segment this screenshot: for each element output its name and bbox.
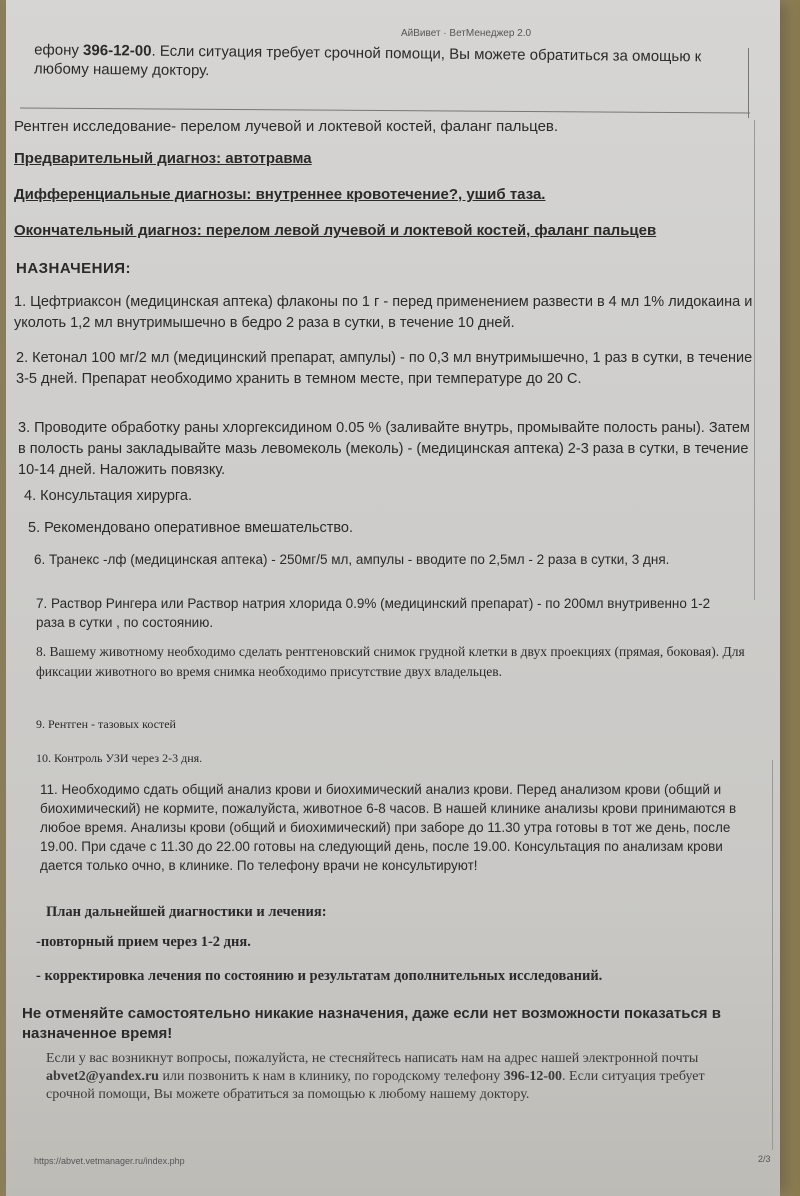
prescription-item: 6. Транекс -лф (медицинская аптека) - 250мг/5 мл, ампулы - вводите по 2,5мл - 2 раза в сутки, 3 дня. (34, 552, 670, 567)
paper-sheet (6, 0, 780, 1196)
prescription-item: 2. Кетонал 100 мг/2 мл (медицинский препарат, ампулы) - по 0,3 мл внутримышечно, 1 раз в сутки, в течение 3-5 дней. Препарат необходимо хранить в темном месте, при температуре до 20 С. (16, 350, 753, 387)
box-border-bottom (20, 107, 750, 113)
margin-line (754, 120, 755, 600)
margin-line (772, 760, 773, 1150)
prescriptions-heading: НАЗНАЧЕНИЯ: (16, 260, 132, 277)
plan-title: План дальнейшей диагностики и лечения: (46, 904, 327, 920)
header-title: АйВивет · ВетМенеджер 2.0 (401, 28, 532, 39)
prescription-item: 5. Рекомендовано оперативное вмешательство. (28, 520, 354, 536)
box-border-right (748, 48, 749, 118)
final-diagnosis: Окончательный диагноз: перелом левой лучевой и локтевой костей, фаланг пальцев (14, 222, 657, 239)
differential-diagnosis: Дифференциальные диагнозы: внутреннее кровотечение?, ушиб таза. (14, 186, 546, 203)
contact-text (46, 1050, 746, 1104)
plan-item: -повторный прием через 1-2 дня. (36, 934, 251, 950)
prescription-item: 11. Необходимо сдать общий анализ крови и биохимический анализ крови. Перед анализом крови (общий и биохимический) не кормите, пожалуйста, животное 6-8 часов. В нашей клинике анализы крови принимаются в любое время. Анализы крови (общий и биохимический) при заборе до 11.30 утра готовы в тот же день, после 19.00. При сдаче с 11.30 до 22.00 готовы на следующий день, после 19.00. Консультация по анализам крови дается только очно, в клинике. По телефону врачи не консультируют! (40, 782, 737, 873)
xray-result: Рентген исследование- перелом лучевой и локтевой костей, фаланг пальцев. (14, 118, 559, 135)
plan-item: - корректировка лечения по состоянию и результатам дополнительных исследований. (36, 968, 603, 984)
top-contact-text (34, 40, 724, 85)
contact-phone: 396-12-00 (503, 1069, 563, 1084)
preliminary-diagnosis: Предварительный диагноз: автотравма (14, 150, 312, 167)
prescription-item: 1. Цефтриаксон (медицинская аптека) флаконы по 1 г - перед применением развести в 4 мл 1% лидокаина и уколоть 1,2 мл внутримышечно в бедро 2 раза в сутки, в течение 10 дней. (14, 294, 753, 331)
contact-email: abvet2@yandex.ru (46, 1069, 159, 1084)
prescription-item: 7. Раствор Рингера или Раствор натрия хлорида 0.9% (медицинский препарат) - по 200мл внутривенно 1-2 раза в сутки , по состоянию. (36, 596, 711, 630)
contact-mid: или позвонить к нам в клинику, по городскому телефону (158, 1069, 504, 1084)
prescription-item: 10. Контроль УЗИ через 2-3 дня. (36, 751, 203, 765)
warning-text: Не отменяйте самостоятельно никакие назначения, даже если нет возможности показаться в назначенное время! (22, 1005, 721, 1042)
prescription-item: 4. Консультация хирурга. (24, 488, 192, 504)
prescription-item: 9. Рентген - тазовых костей (36, 717, 176, 731)
top-text-pre: ефону (34, 41, 84, 59)
contact-pre: Если у вас возникнут вопросы, пожалуйста, не стесняйтесь написать нам на адрес нашей электронной почты (46, 1051, 699, 1066)
top-phone: 396-12-00 (83, 41, 152, 60)
footer-url: https://abvet.vetmanager.ru/index.php (34, 1156, 185, 1166)
prescription-item: 8. Вашему животному необходимо сделать рентгеновский снимок грудной клетки в двух проекциях (прямая, боковая). Для фиксации животного во время снимка необходимо присутствие двух владельцев. (36, 644, 745, 679)
footer-page-number: 2/3 (758, 1154, 771, 1164)
contact-post: . Если ситуация требует срочной помощи, Вы можете обратиться за помощью к любому нашему доктору. (46, 1069, 705, 1102)
prescription-item: 3. Проводите обработку раны хлоргексидином 0.05 % (заливайте внутрь, промывайте полость раны). Затем в полость раны закладывайте мазь левомеколь (меколь) - (медицинская аптека) 2-3 раза в сутки, в течение 10-14 дней. Наложить повязку. (18, 420, 750, 478)
top-text-post: . Если ситуация требует срочной помощи, Вы можете обратиться за омощью к любому нашему доктору. (33, 42, 702, 80)
